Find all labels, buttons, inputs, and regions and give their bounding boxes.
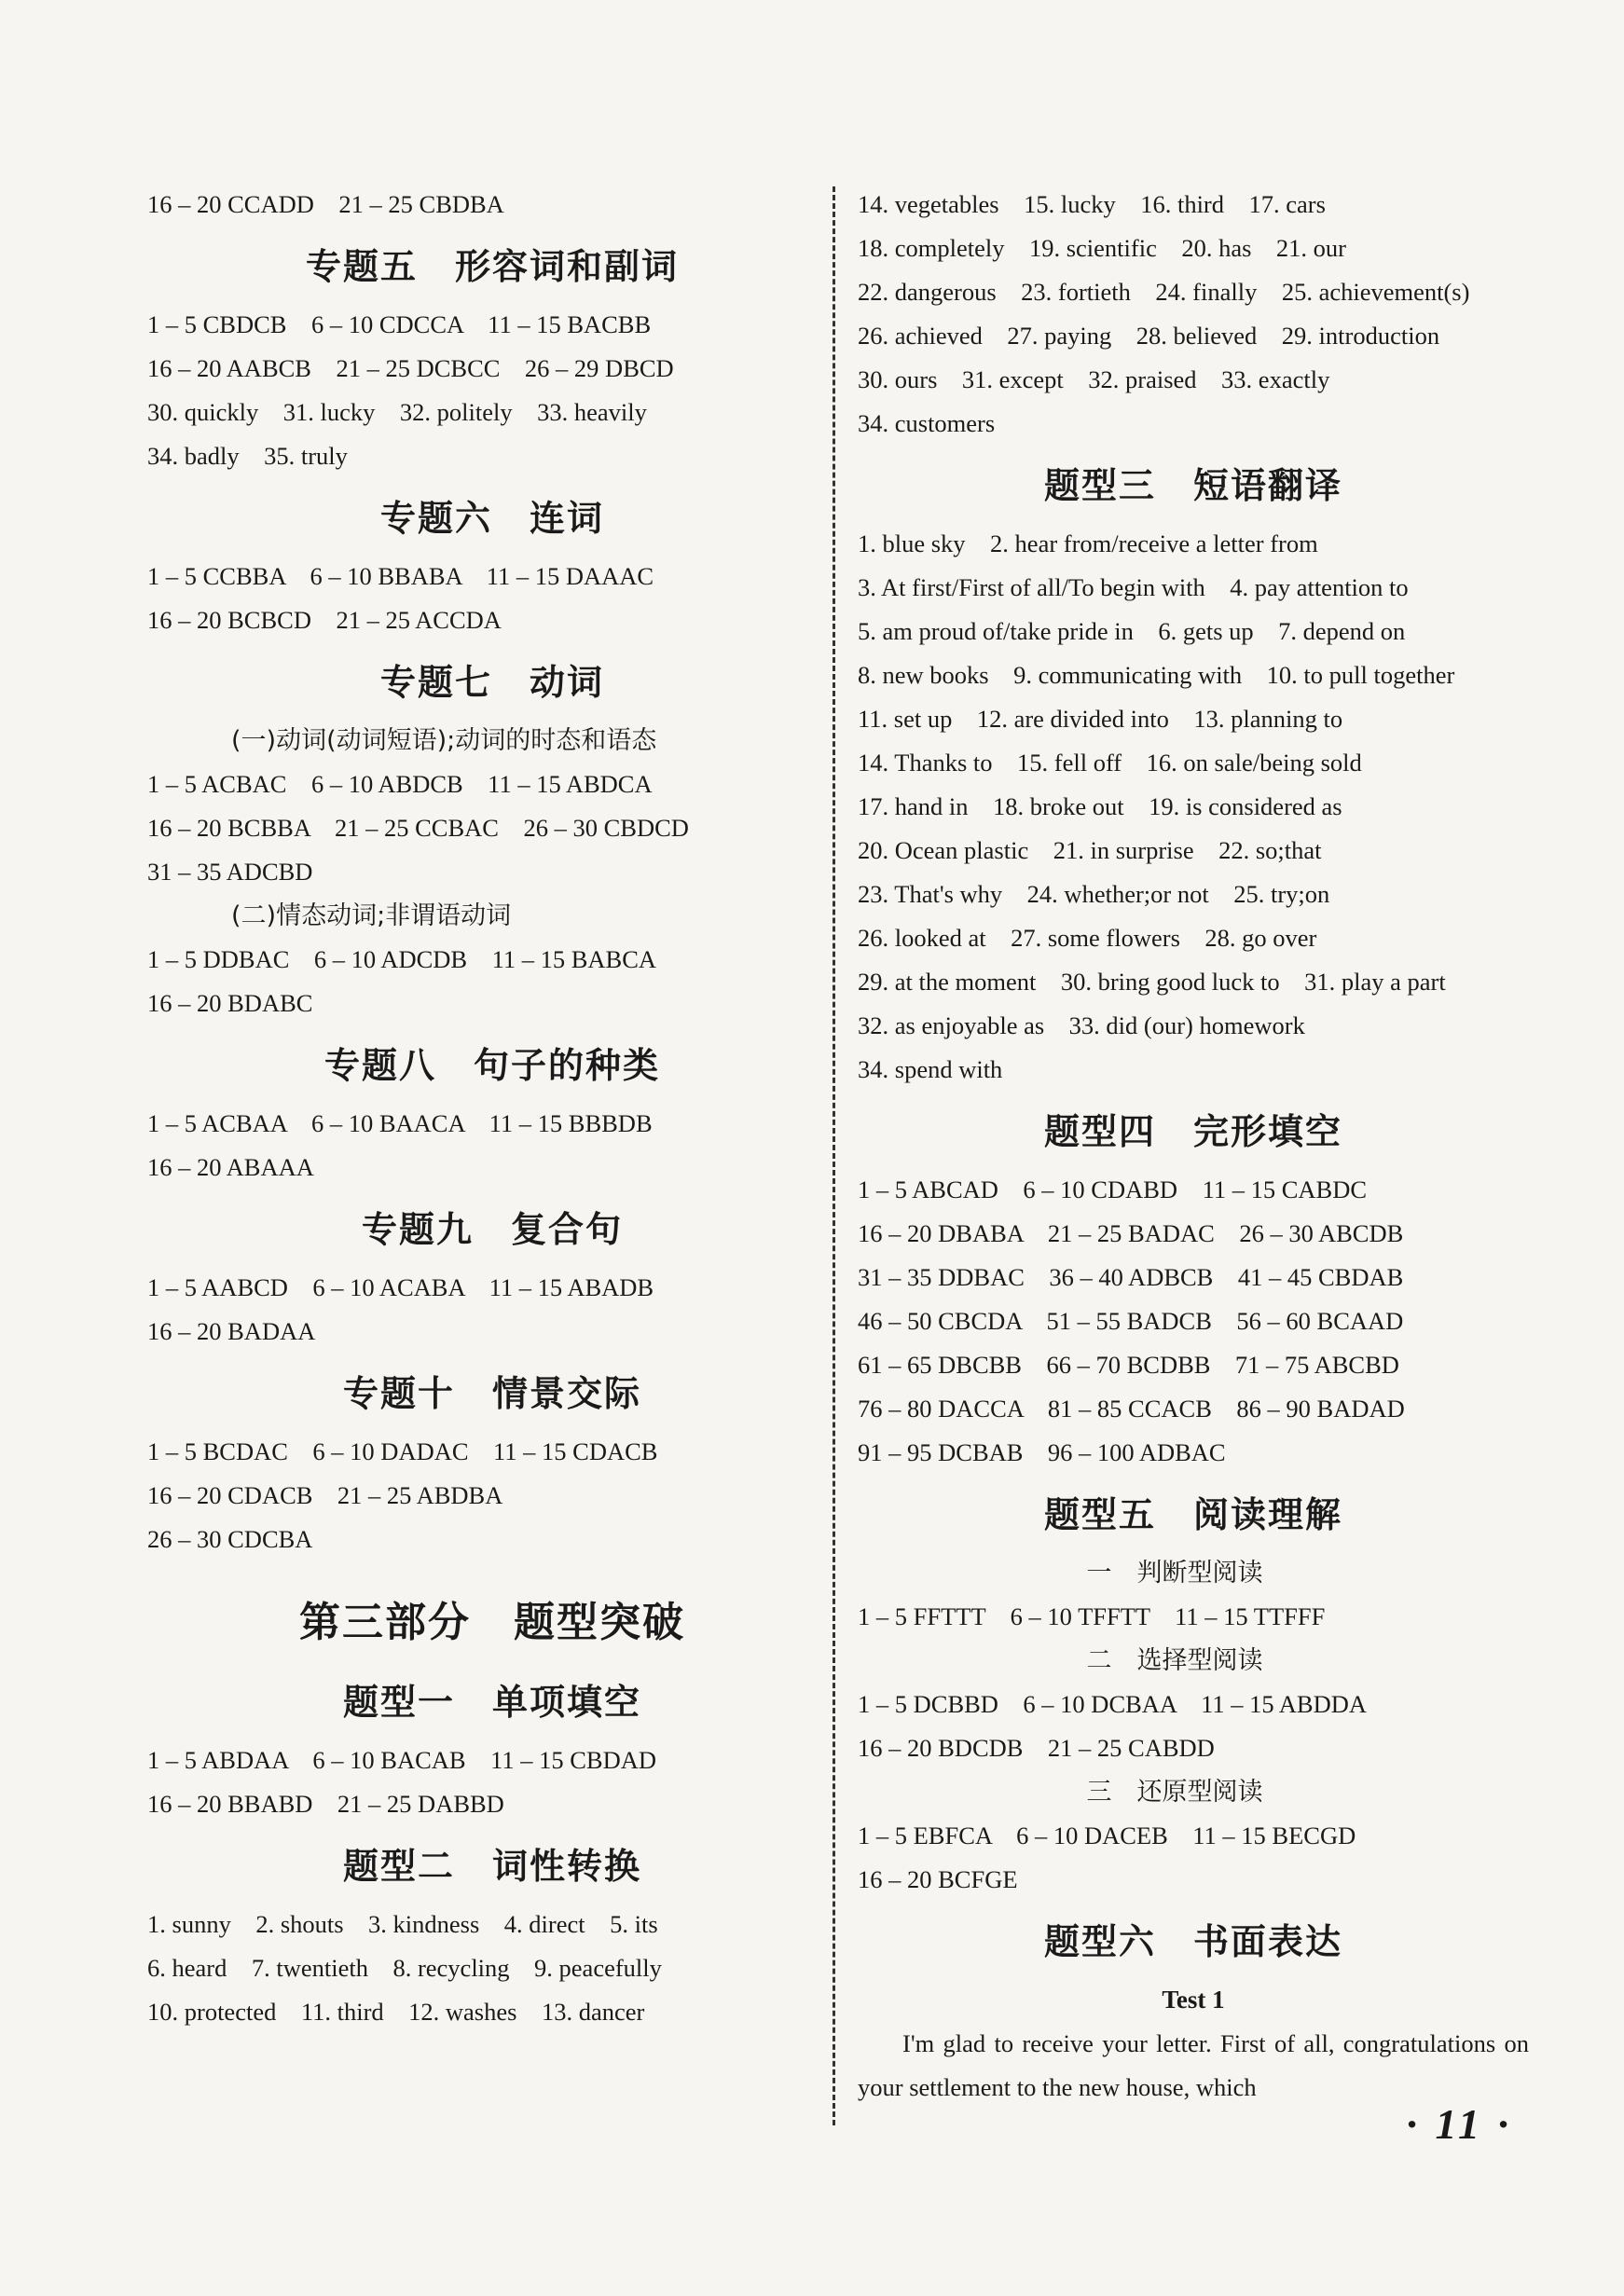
right-column bbox=[858, 183, 1529, 2110]
answer-line: 23. That's why 24. whether;or not 25. try;on bbox=[858, 880, 1330, 908]
answer-line: 16 – 20 ABAAA bbox=[147, 1153, 314, 1181]
answer-line: 31 – 35 ADCBD bbox=[147, 858, 313, 886]
answer-line: 34. customers bbox=[858, 409, 996, 437]
type-title-3: 题型三 短语翻译 bbox=[1043, 465, 1342, 506]
answer-line: 76 – 80 DACCA 81 – 85 CCACB 86 – 90 BADAD bbox=[858, 1395, 1405, 1423]
answer-line: 16 – 20 BADAA bbox=[147, 1317, 316, 1345]
answer-line: 34. badly 35. truly bbox=[147, 442, 348, 470]
answer-line: 29. at the moment 30. bring good luck to 31. play a part bbox=[858, 968, 1446, 996]
answer-line: 1 – 5 DDBAC 6 – 10 ADCDB 11 – 15 BABCA bbox=[147, 945, 657, 973]
answer-line: 14. Thanks to 15. fell off 16. on sale/being sold bbox=[858, 749, 1362, 777]
section-title-7: 专题七 动词 bbox=[379, 662, 604, 703]
answer-line: 10. protected 11. third 12. washes 13. dancer bbox=[147, 1998, 645, 2026]
answer-line: 34. spend with bbox=[858, 1055, 1003, 1083]
subsection-title: 一 判断型阅读 bbox=[1086, 1559, 1263, 1588]
answer-line: 16 – 20 BCBBA 21 – 25 CCBAC 26 – 30 CBDCD bbox=[147, 814, 689, 842]
answer-line: 1 – 5 DCBBD 6 – 10 DCBAA 11 – 15 ABDDA bbox=[858, 1690, 1368, 1718]
answer-line: 6. heard 7. twentieth 8. recycling 9. peacefully bbox=[147, 1954, 662, 1982]
answer-line: 14. vegetables 15. lucky 16. third 17. cars bbox=[858, 190, 1326, 218]
answer-line: 1 – 5 EBFCA 6 – 10 DACEB 11 – 15 BECGD bbox=[858, 1822, 1356, 1849]
answer-line: 1 – 5 ACBAA 6 – 10 BAACA 11 – 15 BBBDB bbox=[147, 1109, 653, 1137]
answer-line: 16 – 20 BDABC bbox=[147, 989, 313, 1017]
answer-line: 1 – 5 ABDAA 6 – 10 BACAB 11 – 15 CBDAD bbox=[147, 1746, 657, 1774]
answer-line: 26. looked at 27. some flowers 28. go over bbox=[858, 924, 1317, 952]
answer-line: 16 – 20 AABCB 21 – 25 DCBCC 26 – 29 DBCD bbox=[147, 354, 674, 382]
answer-line: 1 – 5 CBDCB 6 – 10 CDCCA 11 – 15 BACBB bbox=[147, 310, 652, 338]
test-heading: Test 1 bbox=[1162, 1986, 1225, 2014]
answer-line: 1 – 5 ACBAC 6 – 10 ABDCB 11 – 15 ABDCA bbox=[147, 770, 653, 798]
answer-line: 3. At first/First of all/To begin with 4. pay attention to bbox=[858, 573, 1409, 601]
subsection-title: (二)情态动词;非谓语动词 bbox=[231, 901, 512, 930]
answer-line: 5. am proud of/take pride in 6. gets up 7. depend on bbox=[858, 617, 1406, 645]
answer-line: 30. ours 31. except 32. praised 33. exactly bbox=[858, 365, 1330, 393]
subsection-title: 二 选择型阅读 bbox=[1086, 1646, 1263, 1675]
answer-line: 16 – 20 BBABD 21 – 25 DABBD bbox=[147, 1790, 504, 1818]
answer-line: 20. Ocean plastic 21. in surprise 22. so;that bbox=[858, 836, 1322, 864]
subsection-title: 三 还原型阅读 bbox=[1086, 1778, 1263, 1807]
answer-line: 16 – 20 BCBCD 21 – 25 ACCDA bbox=[147, 606, 502, 634]
page-number: · 11 · bbox=[1406, 2100, 1512, 2148]
subsection-title: (一)动词(动词短语);动词的时态和语态 bbox=[231, 726, 657, 755]
answer-line: 1 – 5 FFTTT 6 – 10 TFFTT 11 – 15 TTFFF bbox=[858, 1602, 1326, 1630]
answer-line: 31 – 35 DDBAC 36 – 40 ADBCB 41 – 45 CBDAB bbox=[858, 1263, 1404, 1291]
answer-line: 16 – 20 DBABA 21 – 25 BADAC 26 – 30 ABCDB bbox=[858, 1219, 1404, 1247]
answer-line: 17. hand in 18. broke out 19. is considered as bbox=[858, 792, 1342, 820]
part-title: 第三部分 题型突破 bbox=[299, 1599, 685, 1646]
answer-line: 91 – 95 DCBAB 96 – 100 ADBAC bbox=[858, 1438, 1226, 1466]
section-title-10: 专题十 情景交际 bbox=[342, 1373, 641, 1414]
answer-line: 16 – 20 CDACB 21 – 25 ABDBA bbox=[147, 1481, 503, 1509]
answer-line: 11. set up 12. are divided into 13. planning to bbox=[858, 705, 1343, 733]
answer-line: 1. blue sky 2. hear from/receive a letter from bbox=[858, 529, 1318, 557]
answer-line: 22. dangerous 23. fortieth 24. finally 25. achievement(s) bbox=[858, 278, 1470, 306]
section-title-6: 专题六 连词 bbox=[379, 498, 604, 539]
answer-line: 1 – 5 CCBBA 6 – 10 BBABA 11 – 15 DAAAC bbox=[147, 562, 654, 590]
answer-line: 30. quickly 31. lucky 32. politely 33. heavily bbox=[147, 398, 647, 426]
answer-line: 26. achieved 27. paying 28. believed 29. introduction bbox=[858, 322, 1440, 350]
answer-line: 1 – 5 ABCAD 6 – 10 CDABD 11 – 15 CABDC bbox=[858, 1175, 1368, 1203]
answer-line: 16 – 20 BCFGE bbox=[858, 1865, 1018, 1893]
type-title-2: 题型二 词性转换 bbox=[342, 1846, 641, 1887]
section-title-9: 专题九 复合句 bbox=[361, 1209, 623, 1250]
type-title-5: 题型五 阅读理解 bbox=[1043, 1494, 1342, 1535]
answer-line: 16 – 20 CCADD 21 – 25 CBDBA bbox=[147, 190, 504, 218]
answer-line: 18. completely 19. scientific 20. has 21. our bbox=[858, 234, 1347, 262]
section-title-8: 专题八 句子的种类 bbox=[323, 1045, 660, 1086]
left-column bbox=[147, 183, 837, 2034]
answer-line: 16 – 20 BDCDB 21 – 25 CABDD bbox=[858, 1734, 1215, 1762]
answer-line: 1 – 5 BCDAC 6 – 10 DADAC 11 – 15 CDACB bbox=[147, 1437, 658, 1465]
answer-line: 61 – 65 DBCBB 66 – 70 BCDBB 71 – 75 ABCBD bbox=[858, 1351, 1399, 1379]
answer-line: 46 – 50 CBCDA 51 – 55 BADCB 56 – 60 BCAAD bbox=[858, 1307, 1404, 1335]
answer-line: 8. new books 9. communicating with 10. to pull together bbox=[858, 661, 1455, 689]
answer-line: 1. sunny 2. shouts 3. kindness 4. direct 5. its bbox=[147, 1910, 658, 1938]
type-title-4: 题型四 完形填空 bbox=[1043, 1111, 1342, 1152]
section-title-5: 专题五 形容词和副词 bbox=[305, 246, 679, 287]
answer-line: 32. as enjoyable as 33. did (our) homework bbox=[858, 1011, 1305, 1039]
type-title-1: 题型一 单项填空 bbox=[342, 1682, 641, 1723]
answer-line: 1 – 5 AABCD 6 – 10 ACABA 11 – 15 ABADB bbox=[147, 1273, 654, 1301]
answer-line: 26 – 30 CDCBA bbox=[147, 1525, 313, 1553]
essay-paragraph: I'm glad to receive your letter. First of all, congratulations on your settlement to the new house, which bbox=[858, 2029, 1529, 2101]
type-title-6: 题型六 书面表达 bbox=[1043, 1921, 1342, 1962]
